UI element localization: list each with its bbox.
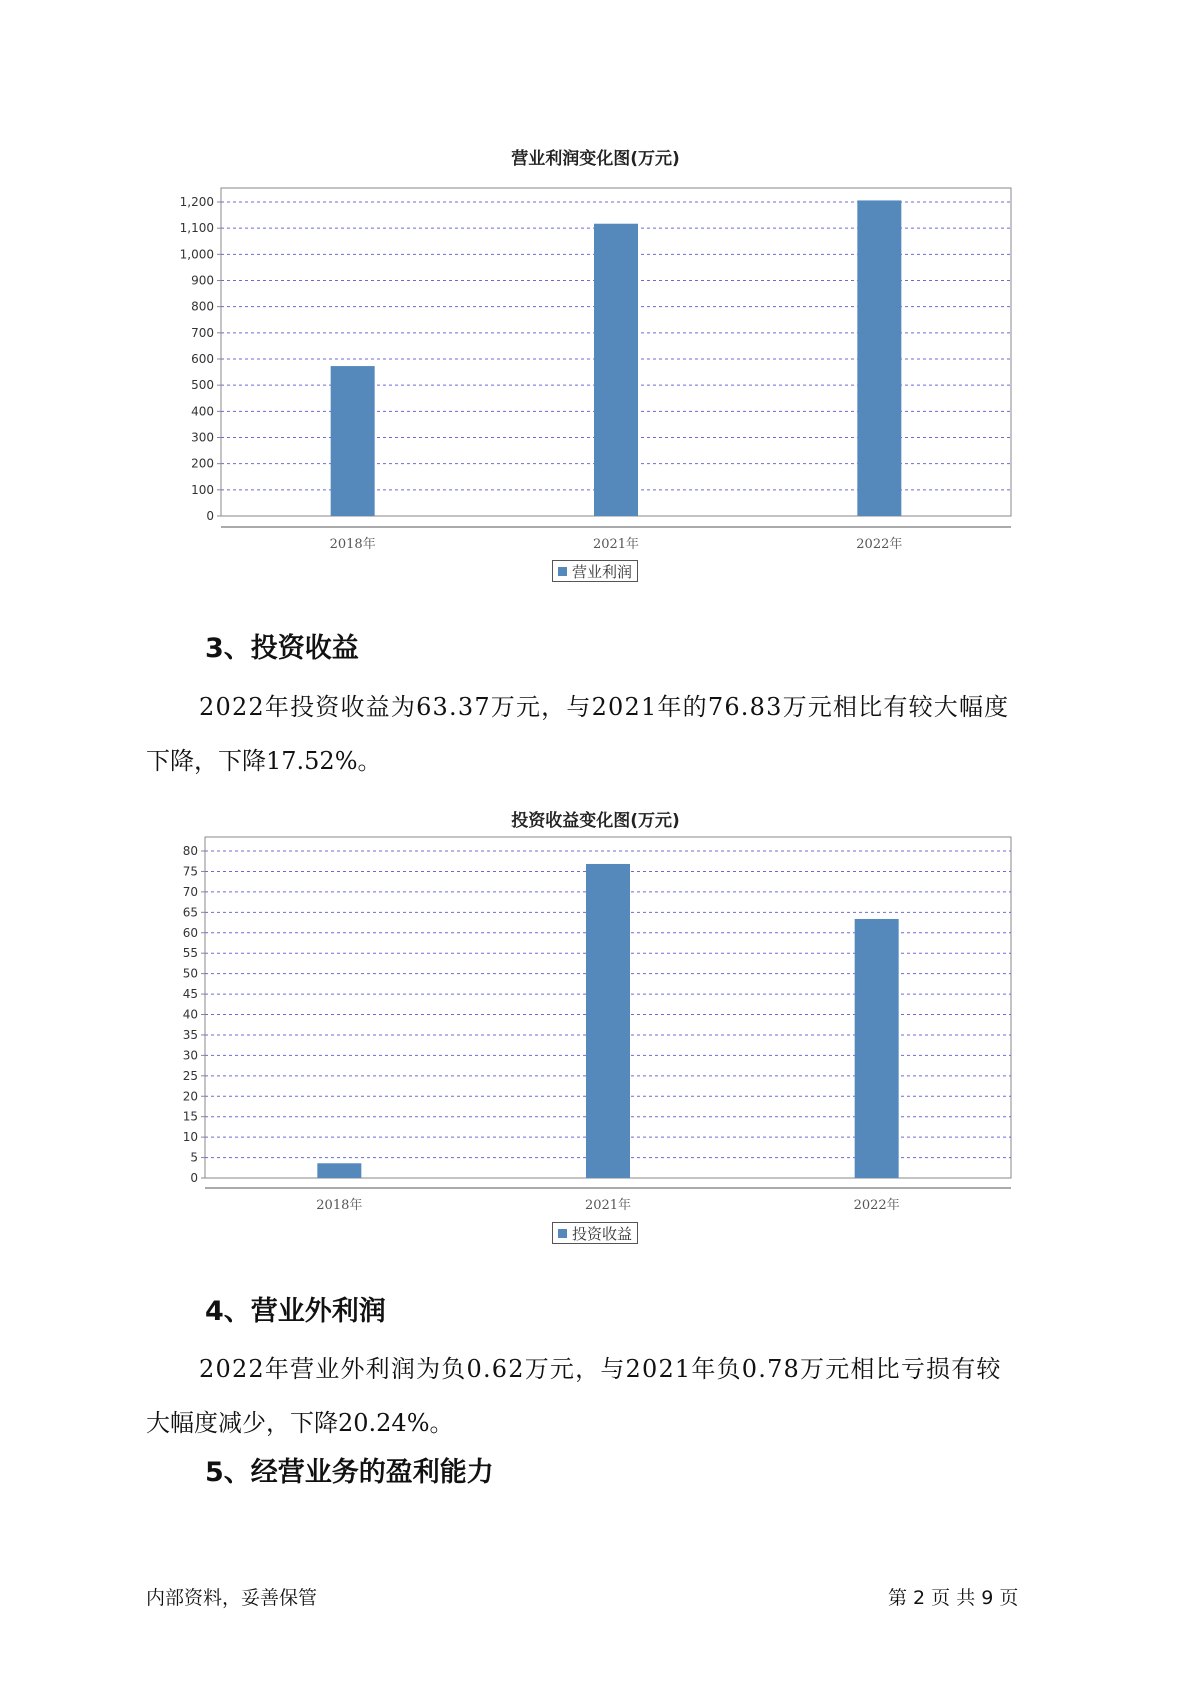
- y-tick-label: 80: [182, 844, 198, 858]
- footer-confidential-note: 内部资料，妥善保管: [146, 1587, 318, 1609]
- y-tick-label: 0: [206, 509, 214, 523]
- bar: [317, 1163, 361, 1178]
- y-tick-label: 600: [191, 352, 214, 366]
- y-tick-label: 700: [191, 325, 214, 340]
- footer-page-number: 第 2 页 共 9 页: [888, 1587, 1019, 1609]
- y-tick-label: 50: [182, 966, 198, 981]
- y-tick-label: 25: [182, 1068, 198, 1083]
- y-tick-label: 400: [191, 404, 214, 419]
- y-tick-label: 800: [191, 299, 214, 314]
- y-tick-label: 40: [182, 1007, 198, 1022]
- y-tick-label: 500: [191, 378, 214, 393]
- y-tick-label: 65: [182, 905, 198, 920]
- y-tick-label: 900: [191, 273, 214, 288]
- y-tick-label: 70: [182, 884, 198, 899]
- section-heading-non-operating-profit: 4、营业外利润: [205, 1296, 386, 1327]
- section-heading-business-profitability: 5、经营业务的盈利能力: [205, 1457, 494, 1488]
- paragraph-line: 大幅度减少，下降20.24%。: [146, 1409, 454, 1437]
- y-tick-label: 1,100: [179, 221, 214, 236]
- x-tick-label: 2021年: [584, 1198, 632, 1213]
- x-tick-label: 2022年: [853, 1198, 900, 1213]
- y-tick-label: 10: [182, 1130, 198, 1145]
- y-tick-label: 5: [190, 1150, 198, 1165]
- y-tick-label: 45: [182, 987, 198, 1002]
- y-tick-label: 30: [182, 1048, 198, 1063]
- y-tick-label: 60: [182, 925, 198, 940]
- paragraph-line: 下降，下降17.52%。: [146, 747, 382, 775]
- x-tick-label: 2018年: [316, 1198, 363, 1213]
- legend-label: 营业利润: [572, 562, 633, 581]
- paragraph-line: 2022年投资收益为63.37万元，与2021年的76.83万元相比有较大幅度: [199, 693, 1010, 721]
- y-tick-label: 1,000: [179, 247, 214, 262]
- paragraph-line: 2022年营业外利润为负0.62万元，与2021年负0.78万元相比亏损有较: [199, 1355, 1002, 1383]
- y-tick-label: 20: [182, 1089, 198, 1104]
- y-tick-label: 100: [191, 482, 214, 497]
- y-tick-label: 35: [182, 1027, 198, 1042]
- y-tick-label: 75: [182, 864, 198, 879]
- bar: [855, 919, 899, 1178]
- y-tick-label: 0: [190, 1171, 198, 1185]
- chart-title: 投资收益变化图(万元): [511, 811, 680, 831]
- x-tick-label: 2022年: [856, 537, 903, 552]
- x-tick-label: 2021年: [592, 537, 640, 552]
- y-tick-label: 300: [191, 430, 214, 445]
- x-tick-label: 2018年: [329, 537, 376, 552]
- non-operating-profit-paragraph: [146, 1342, 1046, 1450]
- chart-title: 营业利润变化图(万元): [511, 149, 680, 169]
- y-tick-label: 1,200: [179, 195, 214, 209]
- y-tick-label: 15: [182, 1109, 198, 1124]
- legend-label: 投资收益: [572, 1224, 633, 1243]
- legend-swatch: [558, 1229, 567, 1238]
- chart-legend: [552, 1222, 638, 1244]
- y-tick-label: 200: [191, 456, 214, 471]
- section-heading-investment-income: 3、投资收益: [205, 633, 359, 664]
- y-tick-label: 55: [182, 946, 198, 961]
- bar: [586, 864, 630, 1178]
